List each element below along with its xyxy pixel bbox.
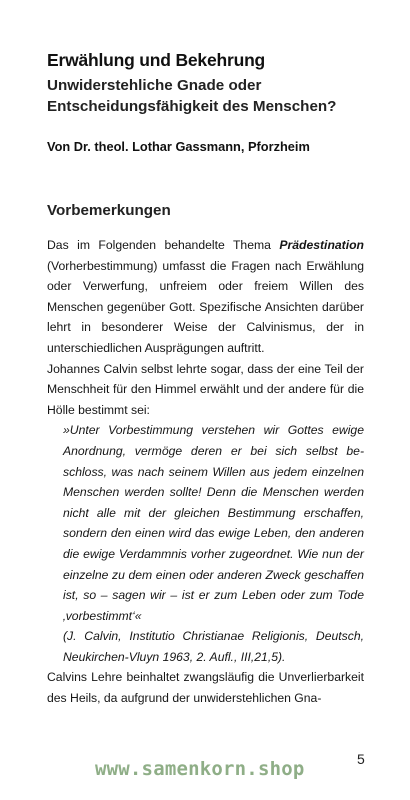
term-praedestination: Prädestination xyxy=(279,238,364,252)
page-title: Erwählung und Bekehrung xyxy=(47,50,266,70)
paragraph-calvin: Johannes Calvin selbst lehrte sogar, dass der eine Teil der Menschheit für den Himmel erwählt und der andere für die Hölle bestimmt sei: xyxy=(47,361,364,417)
body-text xyxy=(47,235,364,709)
author-line: Von Dr. theol. Lothar Gassmann, Pforzheim xyxy=(47,139,310,154)
watermark-url: www.samenkorn.shop xyxy=(95,758,305,780)
page-subtitle: Unwiderstehliche Gnade oder Entscheidungsfähigkeit des Menschen? xyxy=(47,77,337,115)
page-number: 5 xyxy=(357,751,365,767)
quote-citation: (J. Calvin, Institutio Christianae Religionis, Deutsch, Neukirchen-Vluyn 1963, 2. Aufl., III,21,5). xyxy=(63,629,364,664)
paragraph-intro xyxy=(47,235,364,359)
block-quote: »Unter Vorbestimmung verstehen wir Gottes ewige Anordnung, vermöge deren er bei sich selbst beschloss, was nach seinem Willen aus jedem einzelnen Menschen werden sollte! Denn die Menschen werden nicht alle mit der gleichen Bestimmung erschaffen, sondern den einen wird das ewige Leben, den anderen die ewige Verdammnis vorher zugeordnet. Wie nun der einzelne zu dem einen oder anderen Zweck geschaffen ist, so – sagen wir – ist er zum Leben oder zum Tode ‚vorbestimmt‘« xyxy=(63,423,364,623)
section-heading: Vorbemerkungen xyxy=(47,202,171,219)
paragraph-intro-start: Das im Folgenden behandelte Thema xyxy=(47,238,280,252)
paragraph-conclusion: Calvins Lehre beinhaltet zwangsläufig die Unverlierbarkeit des Heils, da aufgrund der unwiderstehlichen Gna- xyxy=(47,670,364,706)
paragraph-intro-end: (Vorherbestimmung) umfasst die Fragen nach Erwählung oder Verwerfung, unfreiem oder freiem Willen des Menschen gegenüber Gott. Spezifische Ansichten darüber lehrt in besonderer Weise der Calvinismus, der in unterschiedlichen Ausprägungen auftritt. xyxy=(47,258,364,355)
